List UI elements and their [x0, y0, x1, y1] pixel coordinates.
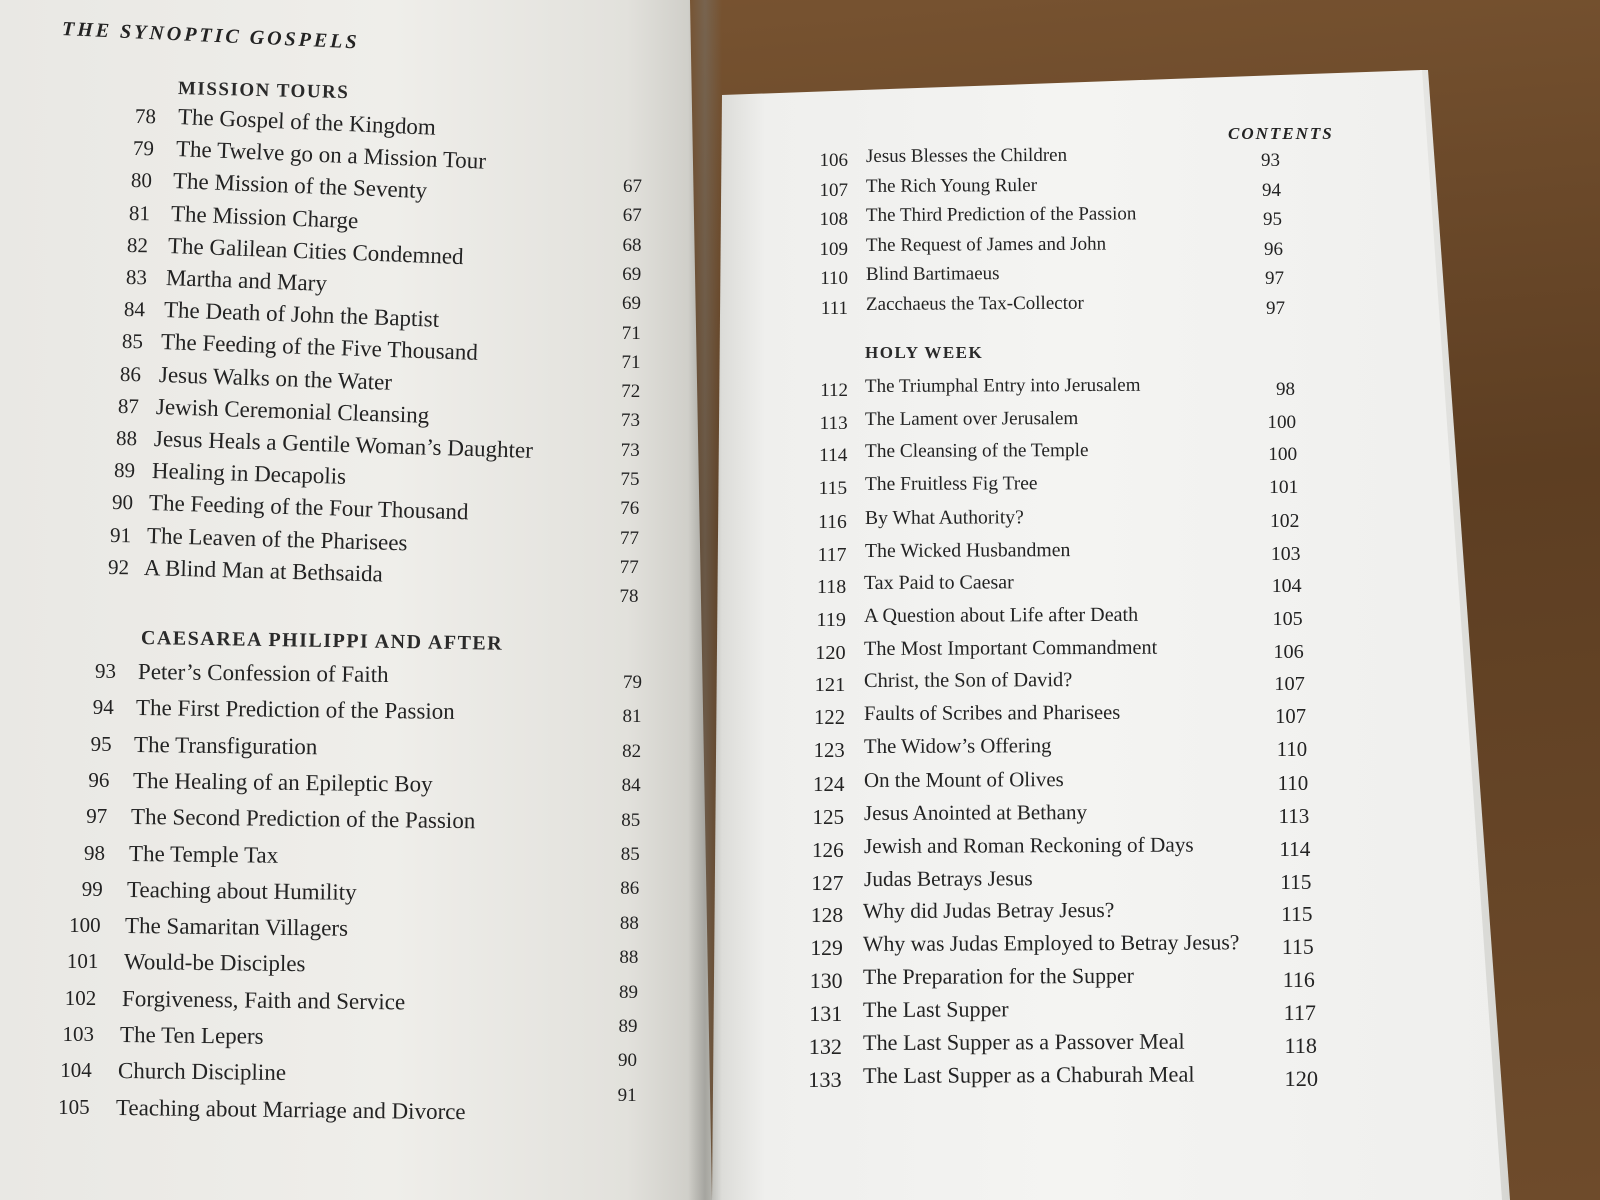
entry-title: Church Discipline [118, 1058, 287, 1086]
page-number: 77 [619, 556, 639, 578]
page-number: 84 [621, 775, 641, 797]
page-number: 106 [1273, 640, 1304, 663]
page-number: 116 [1282, 967, 1315, 992]
entry-title: Martha and Mary [165, 265, 328, 296]
entry-title: The Feeding of the Five Thousand [160, 329, 479, 366]
entry-number: 110 [820, 268, 848, 289]
page-number: 102 [1269, 509, 1300, 532]
entry-title: The Mission Charge [170, 200, 359, 233]
page-number: 89 [618, 981, 638, 1003]
entry-title: The Gospel of the Kingdom [177, 104, 437, 140]
entry-number: 101 [66, 949, 99, 974]
entry-title: The Galilean Cities Condemned [167, 232, 465, 269]
entry-title: Jesus Anointed at Bethany [863, 800, 1087, 826]
entry-number: 100 [69, 913, 101, 938]
page-number: 95 [1263, 209, 1282, 230]
entry-number: 120 [815, 641, 846, 664]
page-number: 79 [623, 672, 642, 693]
entry-number: 116 [818, 510, 847, 533]
book-gutter [688, 0, 722, 1200]
page-number: 85 [621, 809, 641, 831]
page-number: 88 [619, 912, 639, 934]
entry-title: The Triumphal Entry into Jerusalem [864, 374, 1141, 397]
entry-number: 106 [819, 150, 848, 171]
page-number: 89 [618, 1016, 638, 1037]
entry-number: 119 [816, 608, 846, 631]
entry-title: The Lament over Jerusalem [864, 407, 1079, 430]
entry-title: The Twelve go on a Mission Tour [175, 136, 487, 174]
entry-number: 97 [86, 804, 108, 829]
entry-number: 105 [58, 1094, 90, 1119]
entry-title: The Cleansing of the Temple [864, 440, 1089, 463]
entry-title: Jewish Ceremonial Cleansing [156, 393, 431, 428]
page-number: 78 [619, 586, 639, 608]
entry-title: Would-be Disciples [123, 949, 306, 977]
entry-number: 94 [92, 695, 114, 720]
page-number: 97 [1265, 268, 1284, 289]
entry-number: 102 [64, 985, 97, 1010]
entry-title: The Third Prediction of the Passion [865, 203, 1137, 226]
entry-title: Jesus Heals a Gentile Woman’s Daughter [153, 426, 534, 463]
entry-number: 111 [820, 297, 848, 319]
entry-title: The Transfiguration [134, 731, 318, 759]
entry-number: 80 [131, 168, 153, 193]
page-number: 67 [622, 205, 642, 227]
entry-title: The Death of John the Baptist [163, 297, 440, 332]
section-heading-holy-week: HOLY WEEK [865, 343, 984, 362]
entry-number: 79 [132, 136, 155, 161]
entry-title: Teaching about Marriage and Divorce [116, 1094, 467, 1124]
entry-number: 131 [809, 1001, 843, 1027]
entry-title: The Temple Tax [128, 840, 279, 868]
entry-title: The Widow’s Offering [863, 734, 1052, 758]
entry-title: Judas Betrays Jesus [863, 865, 1033, 891]
page-number: 91 [617, 1084, 637, 1106]
page-number: 72 [621, 381, 641, 403]
entry-title: The Request of James and John [865, 233, 1107, 256]
entry-title: A Question about Life after Death [864, 603, 1139, 627]
page-number: 81 [622, 706, 642, 728]
entry-number: 82 [127, 232, 149, 258]
page-number: 96 [1264, 238, 1283, 260]
page-number: 75 [620, 469, 640, 490]
page-number: 110 [1276, 738, 1308, 761]
running-head-right: CONTENTS [1228, 124, 1334, 143]
entry-number: 128 [810, 903, 844, 928]
entry-number: 104 [60, 1058, 92, 1083]
entry-number: 88 [115, 426, 138, 451]
entry-title: A Blind Man at Bethsaida [144, 554, 384, 587]
entry-number: 78 [134, 104, 157, 129]
page-number: 118 [1284, 1033, 1317, 1058]
entry-title: The Fruitless Fig Tree [864, 473, 1038, 496]
entry-title: Teaching about Humility [127, 876, 357, 905]
entry-title: The Ten Lepers [119, 1022, 264, 1049]
page-number: 69 [622, 293, 641, 315]
entry-number: 95 [90, 731, 112, 756]
entry-number: 121 [814, 674, 846, 697]
entry-number: 124 [813, 772, 845, 797]
page-number: 88 [619, 947, 639, 969]
page-number: 105 [1272, 607, 1303, 630]
entry-title: Jesus Blesses the Children [865, 144, 1068, 167]
page-number: 115 [1281, 934, 1314, 959]
entry-title: The Last Supper [863, 996, 1009, 1023]
entry-number: 123 [813, 739, 845, 762]
entry-title: On the Mount of Olives [863, 767, 1064, 793]
entry-number: 99 [81, 876, 103, 901]
entry-number: 112 [820, 380, 848, 401]
page-number: 120 [1284, 1065, 1319, 1091]
entry-title: Healing in Decapolis [151, 458, 347, 490]
section-heading-mission-tours: MISSION TOURS [177, 78, 350, 104]
entry-number: 96 [88, 767, 110, 792]
page-number: 73 [621, 410, 640, 432]
page-number: 104 [1271, 575, 1302, 598]
entry-number: 107 [819, 179, 848, 201]
entry-number: 125 [812, 805, 845, 830]
entry-title: Jewish and Roman Reckoning of Days [863, 832, 1194, 858]
entry-number: 127 [811, 870, 844, 895]
entry-title: The Most Important Commandment [864, 636, 1158, 660]
entry-number: 83 [125, 265, 147, 290]
page-number: 117 [1283, 1000, 1316, 1026]
entry-number: 109 [819, 238, 848, 260]
entry-number: 81 [129, 200, 151, 225]
entry-number: 85 [121, 329, 143, 354]
page-number: 100 [1267, 411, 1297, 433]
entry-title: The Preparation for the Supper [863, 963, 1135, 989]
entry-number: 113 [819, 412, 848, 434]
entry-title: The Last Supper as a Chaburah Meal [862, 1061, 1195, 1088]
page-number: 115 [1281, 902, 1313, 927]
entry-number: 133 [808, 1066, 842, 1092]
entry-title: The Mission of the Seventy [172, 168, 428, 204]
entry-number: 87 [117, 393, 140, 419]
page-number: 115 [1280, 869, 1312, 894]
entry-number: 132 [808, 1034, 842, 1059]
entry-number: 115 [818, 478, 848, 500]
entry-number: 103 [62, 1022, 94, 1046]
entry-title: The First Prediction of the Passion [136, 695, 456, 725]
page-number: 101 [1269, 477, 1299, 499]
entry-number: 117 [817, 543, 847, 566]
entry-title: The Second Prediction of the Passion [130, 804, 476, 834]
page-number: 107 [1274, 673, 1305, 696]
entry-number: 130 [809, 968, 843, 993]
entry-title: Forgiveness, Faith and Service [121, 985, 406, 1015]
page-number: 85 [620, 844, 640, 865]
entry-title: The Wicked Husbandmen [864, 538, 1070, 562]
page-number: 69 [622, 263, 642, 285]
running-head-left: THE SYNOPTIC GOSPELS [61, 18, 361, 54]
entry-title: The Last Supper as a Passover Meal [862, 1028, 1185, 1055]
page-number: 98 [1276, 379, 1295, 400]
entry-title: The Leaven of the Pharisees [146, 522, 408, 555]
entry-number: 92 [108, 554, 130, 579]
entry-number: 86 [119, 361, 141, 386]
entry-number: 98 [84, 840, 105, 865]
entry-number: 129 [810, 935, 843, 960]
page-number: 82 [622, 740, 642, 762]
entry-title: The Samaritan Villagers [125, 913, 349, 941]
entry-title: The Feeding of the Four Thousand [148, 490, 470, 525]
page-number: 93 [1261, 150, 1280, 171]
page-number: 114 [1279, 836, 1311, 861]
entry-title: Zacchaeus the Tax-Collector [865, 292, 1084, 315]
entry-number: 93 [95, 659, 116, 683]
page-number: 97 [1266, 297, 1285, 319]
entry-number: 126 [811, 837, 844, 862]
entry-title: Why was Judas Employed to Betray Jesus? [863, 930, 1240, 956]
entry-number: 84 [123, 297, 145, 322]
page-number: 77 [620, 527, 639, 549]
entry-number: 114 [819, 445, 848, 467]
entry-title: The Healing of an Epileptic Boy [132, 767, 433, 797]
entry-title: The Rich Young Ruler [865, 174, 1038, 197]
entry-title: By What Authority? [864, 506, 1024, 529]
entry-title: Blind Bartimaeus [865, 263, 1000, 285]
entry-number: 122 [814, 707, 845, 729]
page-number: 73 [620, 439, 640, 461]
page-number: 110 [1277, 771, 1309, 796]
page-number: 71 [621, 322, 641, 344]
page-number: 86 [620, 878, 640, 900]
entry-title: Christ, the Son of David? [864, 669, 1073, 693]
entry-title: Why did Judas Betray Jesus? [863, 898, 1115, 924]
entry-number: 90 [112, 490, 134, 515]
entry-title: Jesus Walks on the Water [158, 361, 393, 395]
entry-number: 91 [110, 522, 132, 547]
page-number: 103 [1270, 542, 1301, 565]
entry-number: 108 [819, 209, 848, 230]
entry-number: 89 [113, 458, 136, 483]
page-number: 100 [1268, 444, 1298, 466]
page-number: 76 [620, 498, 640, 520]
page-number: 67 [623, 176, 642, 197]
entry-number: 118 [817, 576, 847, 599]
entry-title: Faults of Scribes and Pharisees [863, 701, 1121, 725]
page-number: 90 [618, 1050, 638, 1072]
page-number: 71 [621, 351, 641, 373]
page-number: 94 [1262, 179, 1281, 201]
entry-title: Peter’s Confession of Faith [137, 659, 389, 688]
entry-title: Tax Paid to Caesar [864, 571, 1015, 595]
page-number: 68 [622, 234, 642, 256]
page-number: 113 [1278, 804, 1310, 829]
section-heading-caesarea-philippi: CAESAREA PHILIPPI AND AFTER [140, 627, 504, 655]
page-number: 107 [1275, 706, 1306, 728]
